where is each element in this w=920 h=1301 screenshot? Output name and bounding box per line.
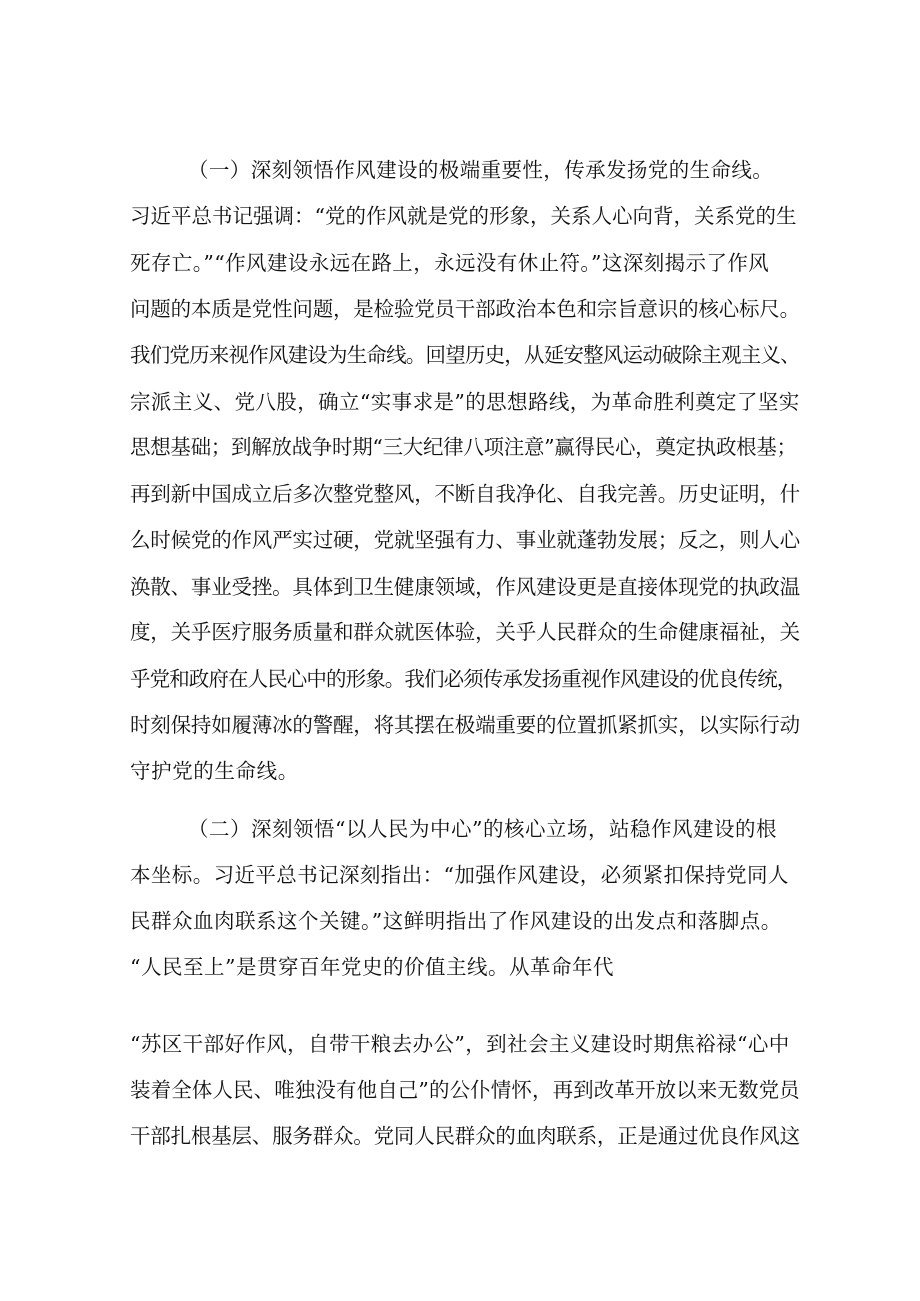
paragraph-1-line-8: 再到新中国成立后多次整党整风，不断自我净化、自我完善。历史证明，什 xyxy=(130,482,800,506)
paragraph-1-line-10: 涣散、事业受挫。具体到卫生健康领域，作风建设更是直接体现党的执政温 xyxy=(130,575,800,599)
paragraph-1-line-9: 么时候党的作风严实过硬，党就坚强有力、事业就蓬勃发展；反之，则人心 xyxy=(130,528,800,552)
paragraph-1-line-14: 守护党的生命线。 xyxy=(130,759,299,783)
paragraph-3-line-1: “苏区干部好作风，自带干粮去办公”，到社会主义建设时期焦裕禄“心中 xyxy=(130,1032,790,1056)
paragraph-1-line-13: 时刻保持如履薄冰的警醒，将其摆在极端重要的位置抓紧抓实，以实际行动 xyxy=(130,713,800,737)
paragraph-1-line-1: （一）深刻领悟作风建设的极端重要性，传承发扬党的生命线。 xyxy=(188,158,774,182)
paragraph-1-line-5: 我们党历来视作风建设为生命线。回望历史，从延安整风运动破除主观主义、 xyxy=(130,343,800,367)
paragraph-1-line-4: 问题的本质是党性问题，是检验党员干部政治本色和宗旨意识的核心标尺。 xyxy=(130,297,800,321)
paragraph-1-line-3: 死存亡。”“作风建设永远在路上，永远没有休止符。”这深刻揭示了作风 xyxy=(130,251,770,275)
paragraph-3-line-3: 干部扎根基层、服务群众。党同人民群众的血肉联系，正是通过优良作风这 xyxy=(130,1124,800,1148)
paragraph-2-line-4: “人民至上”是贯穿百年党史的价值主线。从革命年代 xyxy=(130,955,614,979)
paragraph-1-line-7: 思想基础；到解放战争时期“三大纪律八项注意”赢得民心，奠定执政根基； xyxy=(130,435,797,459)
paragraph-3-line-2: 装着全体人民、唯独没有他自己”的公仆情怀，再到改革开放以来无数党员 xyxy=(130,1078,800,1102)
paragraph-2-line-3: 民群众血肉联系这个关键。”这鲜明指出了作风建设的出发点和落脚点。 xyxy=(130,909,782,933)
paragraph-1-line-11: 度，关乎医疗服务质量和群众就医体验，关乎人民群众的生命健康福祉，关 xyxy=(130,620,800,644)
paragraph-2-line-2: 本坐标。习近平总书记深刻指出：“加强作风建设，必须紧扣保持党同人 xyxy=(130,863,789,887)
paragraph-1-line-12: 乎党和政府在人民心中的形象。我们必须传承发扬重视作风建设的优良传统， xyxy=(130,667,797,691)
paragraph-2-line-1: （二）深刻领悟“以人民为中心”的核心立场，站稳作风建设的根 xyxy=(188,817,777,841)
paragraph-1-line-2: 习近平总书记强调：“党的作风就是党的形象，关系人心向背，关系党的生 xyxy=(130,204,797,228)
paragraph-1-line-6: 宗派主义、党八股，确立“实事求是”的思想路线，为革命胜利奠定了坚实 xyxy=(130,390,800,414)
